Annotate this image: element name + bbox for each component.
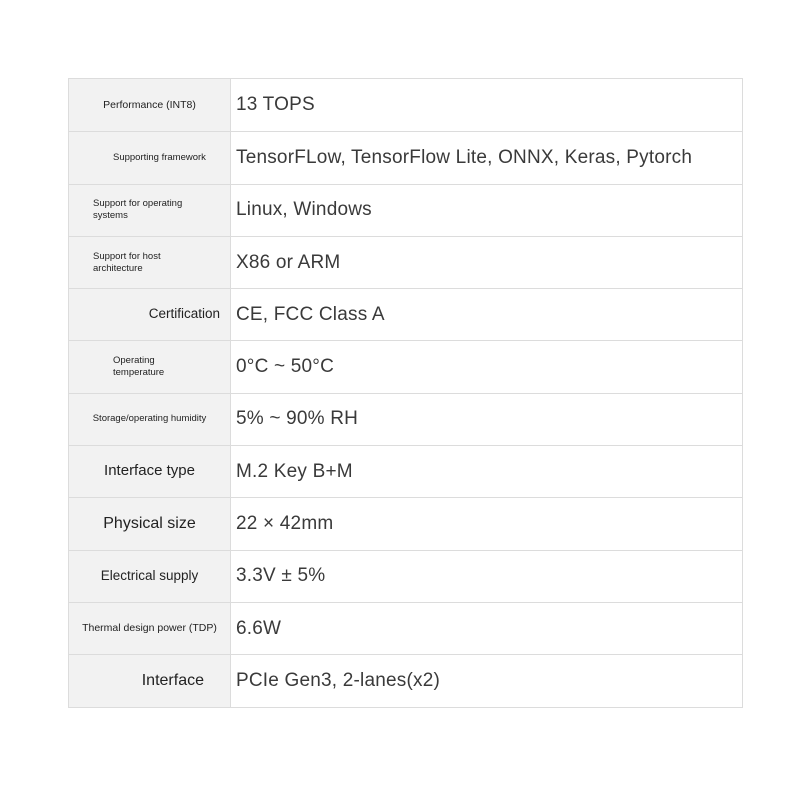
- certification-value: CE, FCC Class A: [236, 303, 385, 325]
- spec-table: [68, 78, 743, 708]
- operating-temperature-value: 0°C ~ 50°C: [236, 356, 334, 378]
- row-label: [69, 498, 231, 549]
- tdp-value: 6.6W: [236, 617, 282, 639]
- tdp-label: Thermal design power (TDP): [82, 622, 217, 635]
- table-row: [69, 602, 742, 654]
- row-label: [69, 655, 231, 706]
- interface-type-value: M.2 Key B+M: [236, 460, 353, 482]
- row-label: [69, 237, 231, 288]
- row-label: [69, 79, 231, 131]
- table-row: [69, 340, 742, 392]
- row-label: [69, 289, 231, 340]
- row-label: [69, 446, 231, 497]
- row-label: [69, 185, 231, 236]
- host-arch-value: X86 or ARM: [236, 251, 341, 273]
- interface-type-label: Interface type: [104, 462, 195, 480]
- humidity-label: Storage/operating humidity: [92, 413, 207, 425]
- table-row: [69, 236, 742, 288]
- performance-value: 13 TOPS: [236, 94, 315, 116]
- row-label: [69, 551, 231, 602]
- interface-value: PCIe Gen3, 2-lanes(x2): [236, 669, 440, 691]
- os-support-label: Support for operating systems: [93, 198, 183, 222]
- certification-label: Certification: [148, 306, 220, 322]
- table-row: [69, 550, 742, 602]
- row-label: [69, 603, 231, 654]
- humidity-value: 5% ~ 90% RH: [236, 408, 359, 430]
- table-row: [69, 445, 742, 497]
- os-support-value: Linux, Windows: [236, 199, 372, 221]
- table-row: [69, 131, 742, 183]
- table-row: [69, 497, 742, 549]
- framework-label: Supporting framework: [113, 152, 206, 163]
- table-row: [69, 184, 742, 236]
- interface-label: Interface: [141, 671, 204, 689]
- row-label: [69, 341, 231, 392]
- operating-temperature-label: Operating temperature: [113, 355, 165, 379]
- physical-size-label: Physical size: [103, 515, 196, 533]
- table-row: [69, 393, 742, 445]
- physical-size-value: 22 × 42mm: [236, 513, 334, 535]
- table-row: [69, 654, 742, 706]
- electrical-supply-label: Electrical supply: [100, 567, 199, 583]
- host-arch-label: Support for host architecture: [93, 250, 161, 274]
- performance-label: Performance (INT8): [103, 98, 196, 111]
- row-label: [69, 394, 231, 445]
- table-row: [69, 79, 742, 131]
- electrical-supply-value: 3.3V ± 5%: [236, 565, 326, 587]
- framework-value: TensorFLow, TensorFlow Lite, ONNX, Keras, Pytorch: [236, 146, 693, 168]
- table-row: [69, 288, 742, 340]
- row-label: [69, 132, 231, 183]
